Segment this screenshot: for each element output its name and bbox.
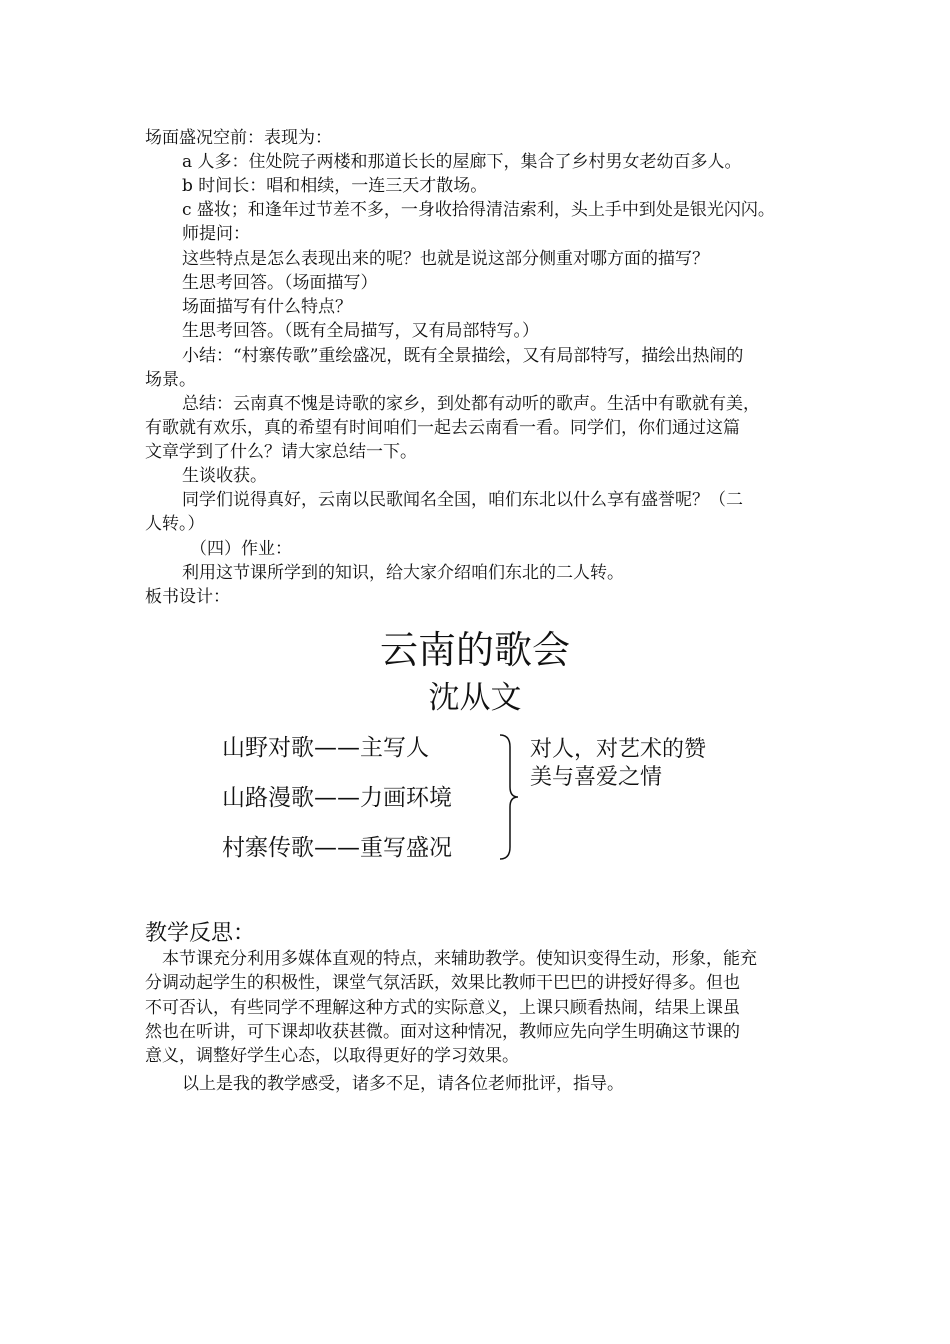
conclusion-line: 对人，对艺术的赞 bbox=[530, 737, 707, 762]
text-line: 总结：云南真不愧是诗歌的家乡，到处都有动听的歌声。生活中有歌就有美， bbox=[182, 394, 760, 414]
text-line: 以上是我的教学感受，诸多不足，请各位老师批评，指导。 bbox=[182, 1074, 624, 1094]
text-line: 场面盛况空前：表现为： bbox=[145, 128, 332, 148]
board-row: 山路漫歌——力画环境 bbox=[222, 785, 452, 811]
board-row: 山野对歌——主写人 bbox=[222, 735, 429, 761]
text-line: 生思考回答。（既有全局描写，又有局部特写。） bbox=[182, 321, 539, 341]
text-line: 这些特点是怎么表现出来的呢？也就是说这部分侧重对哪方面的描写？ bbox=[182, 249, 709, 269]
board-conclusion bbox=[530, 736, 740, 792]
text-line: 生谈收获。 bbox=[182, 466, 267, 486]
text-line: c 盛妆；和逢年过节差不多，一身收拾得清洁索利，头上手中到处是银光闪闪。 bbox=[182, 200, 775, 220]
section-heading: 板书设计： bbox=[145, 587, 230, 607]
text-line: 生思考回答。（场面描写） bbox=[182, 273, 378, 293]
text-line: 文章学到了什么？请大家总结一下。 bbox=[145, 442, 417, 462]
board-author: 沈从文 bbox=[428, 680, 522, 716]
board-row: 村寨传歌——重写盛况 bbox=[222, 835, 452, 861]
text-line: 师提问： bbox=[182, 224, 250, 244]
board-title: 云南的歌会 bbox=[379, 628, 570, 672]
text-line: 人转。） bbox=[145, 514, 205, 534]
text-line: 意义，调整好学生心态，以取得更好的学习效果。 bbox=[145, 1046, 519, 1066]
text-line: a 人多：住处院子两楼和那道长长的屋廊下，集合了乡村男女老幼百多人。 bbox=[182, 152, 742, 172]
text-line: 然也在听讲，可下课却收获甚微。面对这种情况，教师应先向学生明确这节课的 bbox=[145, 1022, 740, 1042]
section-heading: （四）作业： bbox=[190, 539, 292, 559]
conclusion-line: 美与喜爱之情 bbox=[530, 765, 663, 790]
text-line: 场面描写有什么特点？ bbox=[182, 297, 352, 317]
text-line: 利用这节课所学到的知识，给大家介绍咱们东北的二人转。 bbox=[182, 563, 624, 583]
text-line: 有歌就有欢乐，真的希望有时间咱们一起去云南看一看。同学们，你们通过这篇 bbox=[145, 418, 740, 438]
text-line: b 时间长：唱和相续，一连三天才散场。 bbox=[182, 176, 488, 196]
text-line: 同学们说得真好，云南以民歌闻名全国，咱们东北以什么享有盛誉呢？（二 bbox=[182, 490, 743, 510]
reflection-heading: 教学反思： bbox=[145, 921, 256, 946]
text-line: 不可否认，有些同学不理解这种方式的实际意义，上课只顾看热闹，结果上课虽 bbox=[145, 998, 740, 1018]
right-brace-icon bbox=[498, 733, 522, 861]
text-line: 本节课充分利用多媒体直观的特点，来辅助教学。使知识变得生动，形象，能充 bbox=[162, 949, 757, 969]
text-line: 场景。 bbox=[145, 370, 196, 390]
text-line: 小结：“村寨传歌”重绘盛况，既有全景描绘，又有局部特写，描绘出热闹的 bbox=[182, 346, 744, 366]
text-line: 分调动起学生的积极性，课堂气氛活跃，效果比教师干巴巴的讲授好得多。但也 bbox=[145, 973, 740, 993]
